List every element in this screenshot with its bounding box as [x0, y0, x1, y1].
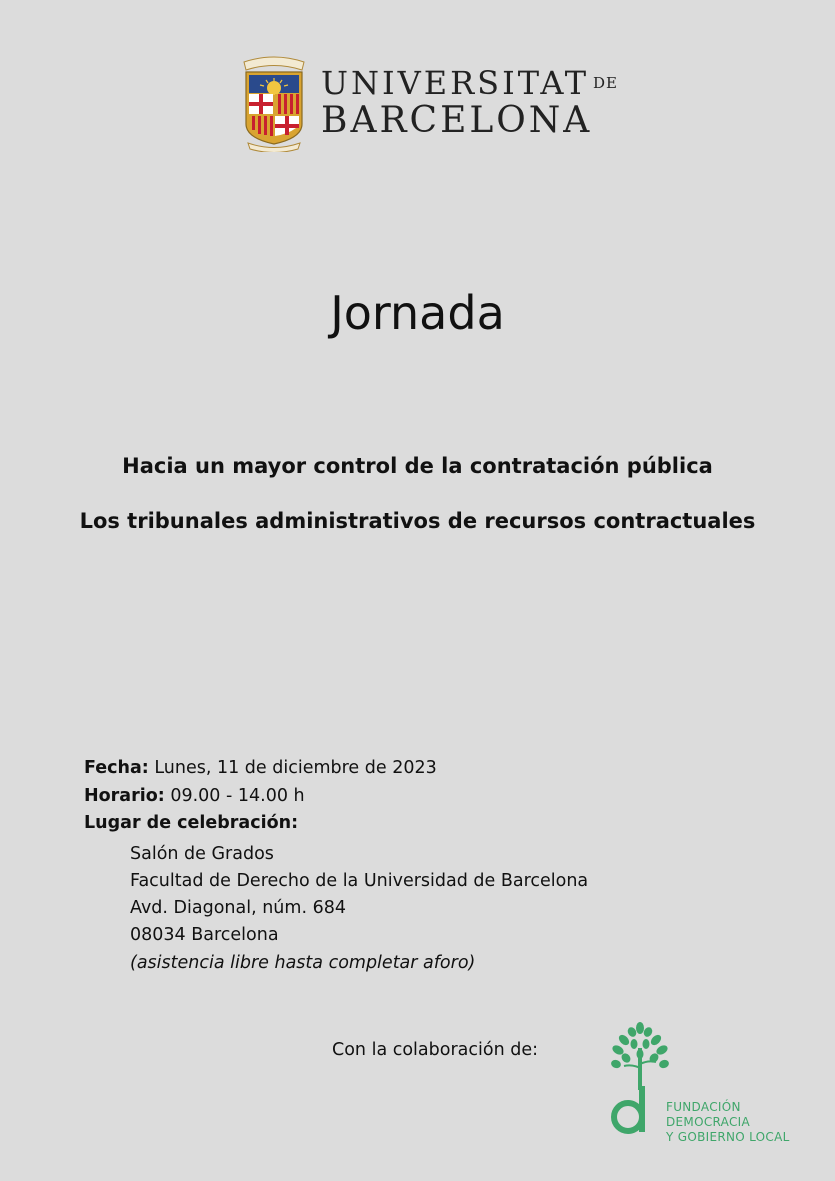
partner-name-line: FUNDACIÓN [666, 1100, 741, 1114]
page-title: Jornada [330, 286, 505, 340]
partner-tree-icon [604, 1020, 674, 1145]
event-subtitle-1: Hacia un mayor control de la contratación pública [122, 454, 713, 478]
schedule-line [84, 786, 305, 806]
venue-heading [84, 813, 298, 833]
schedule-value: 09.00 - 14.00 h [170, 786, 305, 806]
university-name-word: UNIVERSITAT [321, 64, 590, 102]
attendance-note: (asistencia libre hasta completar aforo) [130, 953, 476, 973]
university-logo [238, 52, 619, 152]
university-crest-icon [238, 52, 310, 152]
venue-label: Lugar de celebración: [84, 813, 299, 833]
date-value: Lunes, 11 de diciembre de 2023 [154, 758, 437, 778]
collaboration-label: Con la colaboración de: [332, 1040, 538, 1060]
venue-line: Salón de Grados [130, 844, 274, 864]
university-name-de: DE [593, 74, 619, 92]
date-label: Fecha: [84, 758, 149, 778]
schedule-label: Horario: [84, 786, 165, 806]
university-name-line1 [321, 64, 618, 102]
venue-line: 08034 Barcelona [130, 925, 279, 945]
partner-name-line: DEMOCRACIA [666, 1115, 750, 1129]
event-subtitle-2: Los tribunales administrativos de recursos contractuales [79, 509, 756, 533]
venue-line: Facultad de Derecho de la Universidad de Barcelona [130, 871, 589, 891]
date-line [84, 758, 437, 778]
partner-logo [604, 1020, 804, 1145]
university-name-line2: BARCELONA [321, 100, 593, 141]
venue-line: Avd. Diagonal, núm. 684 [130, 898, 346, 918]
partner-name-line: Y GOBIERNO LOCAL [666, 1130, 790, 1144]
